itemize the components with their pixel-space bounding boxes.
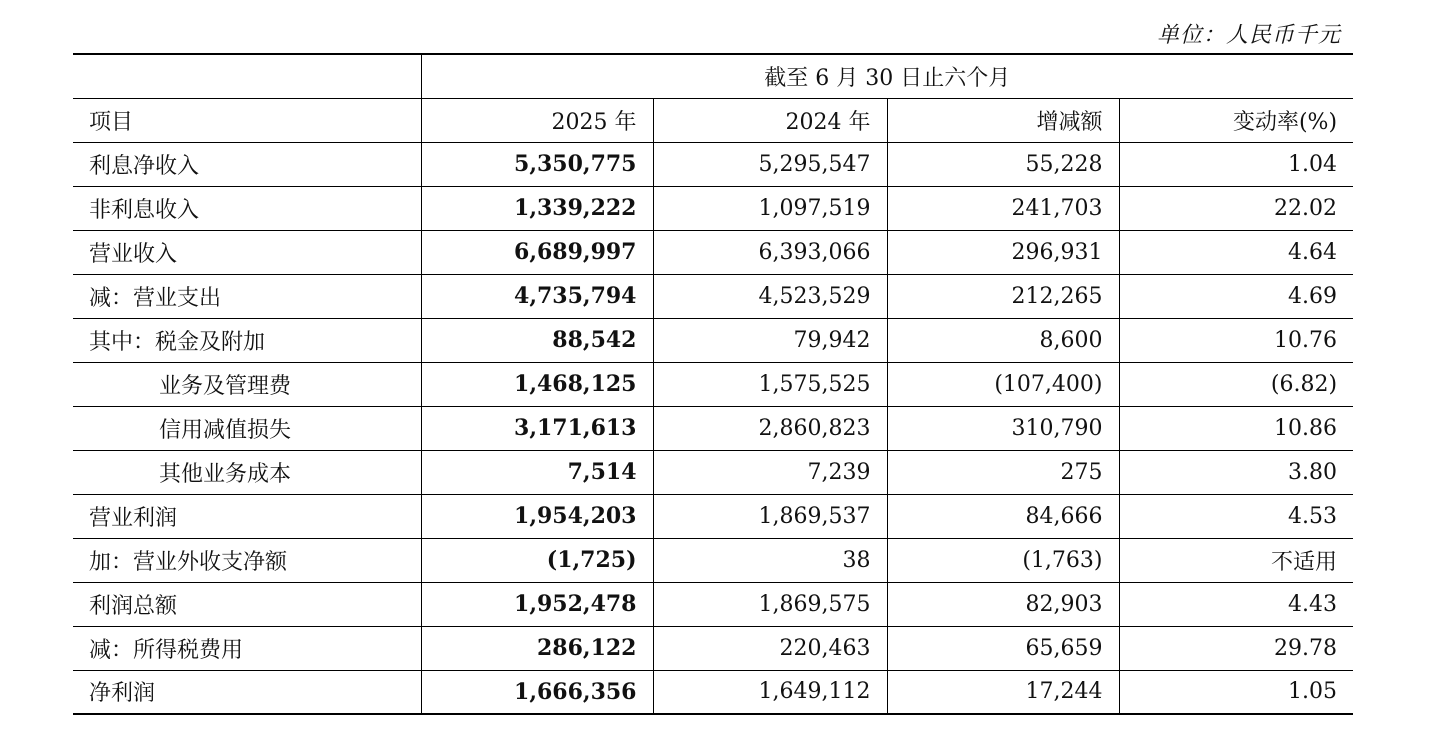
- value-2025: 1,666,356: [421, 670, 653, 714]
- value-2025: 88,542: [421, 318, 653, 362]
- table-row: [73, 142, 1353, 186]
- value-rate: 1.04: [1119, 142, 1353, 186]
- table-row: [73, 670, 1353, 714]
- value-2025: 7,514: [421, 450, 653, 494]
- col-header-2024: 2024 年: [653, 98, 887, 142]
- value-2024: 38: [653, 538, 887, 582]
- value-change: 241,703: [887, 186, 1119, 230]
- period-header-row: [73, 54, 1353, 98]
- table-row: [73, 274, 1353, 318]
- col-header-2025: 2025 年: [421, 98, 653, 142]
- row-label: 营业收入: [73, 230, 421, 274]
- table-row: [73, 406, 1353, 450]
- value-rate: 4.53: [1119, 494, 1353, 538]
- row-label: 减：所得税费用: [73, 626, 421, 670]
- value-2024: 79,942: [653, 318, 887, 362]
- value-rate: (6.82): [1119, 362, 1353, 406]
- value-2025: 286,122: [421, 626, 653, 670]
- value-rate: 22.02: [1119, 186, 1353, 230]
- table-row: [73, 318, 1353, 362]
- col-header-change: 增减额: [887, 98, 1119, 142]
- value-rate: 3.80: [1119, 450, 1353, 494]
- value-2025: 4,735,794: [421, 274, 653, 318]
- table-row: [73, 494, 1353, 538]
- value-2024: 6,393,066: [653, 230, 887, 274]
- value-2025: (1,725): [421, 538, 653, 582]
- value-change: 84,666: [887, 494, 1119, 538]
- table-row: [73, 230, 1353, 274]
- value-2025: 3,171,613: [421, 406, 653, 450]
- value-rate: 4.64: [1119, 230, 1353, 274]
- value-2025: 1,954,203: [421, 494, 653, 538]
- value-change: 82,903: [887, 582, 1119, 626]
- income-statement-table: [73, 53, 1353, 715]
- value-change: 310,790: [887, 406, 1119, 450]
- row-label: 非利息收入: [73, 186, 421, 230]
- period-header: 截至 6 月 30 日止六个月: [421, 54, 1353, 98]
- column-header-row: [73, 98, 1353, 142]
- value-2024: 7,239: [653, 450, 887, 494]
- row-label: 利息净收入: [73, 142, 421, 186]
- value-change: 212,265: [887, 274, 1119, 318]
- value-rate: 29.78: [1119, 626, 1353, 670]
- value-change: 17,244: [887, 670, 1119, 714]
- value-2024: 1,097,519: [653, 186, 887, 230]
- value-rate: 10.86: [1119, 406, 1353, 450]
- table-row: [73, 450, 1353, 494]
- value-2025: 1,468,125: [421, 362, 653, 406]
- value-2025: 1,339,222: [421, 186, 653, 230]
- value-rate: 不适用: [1119, 538, 1353, 582]
- value-change: 65,659: [887, 626, 1119, 670]
- value-2024: 1,649,112: [653, 670, 887, 714]
- value-2025: 5,350,775: [421, 142, 653, 186]
- value-2024: 4,523,529: [653, 274, 887, 318]
- col-header-rate: 变动率(%): [1119, 98, 1353, 142]
- value-2024: 1,575,525: [653, 362, 887, 406]
- value-rate: 10.76: [1119, 318, 1353, 362]
- value-2025: 6,689,997: [421, 230, 653, 274]
- value-change: 275: [887, 450, 1119, 494]
- row-label: 其他业务成本: [73, 450, 421, 494]
- row-label: 其中：税金及附加: [73, 318, 421, 362]
- value-rate: 4.43: [1119, 582, 1353, 626]
- value-2024: 1,869,575: [653, 582, 887, 626]
- row-label: 减：营业支出: [73, 274, 421, 318]
- row-label: 营业利润: [73, 494, 421, 538]
- value-change: (1,763): [887, 538, 1119, 582]
- table-row: [73, 362, 1353, 406]
- table-row: [73, 538, 1353, 582]
- value-2024: 2,860,823: [653, 406, 887, 450]
- blank-header-cell: [73, 54, 421, 98]
- value-change: 8,600: [887, 318, 1119, 362]
- col-header-item: 项目: [73, 98, 421, 142]
- value-change: 296,931: [887, 230, 1119, 274]
- row-label: 利润总额: [73, 582, 421, 626]
- table-row: [73, 582, 1353, 626]
- value-change: 55,228: [887, 142, 1119, 186]
- row-label: 业务及管理费: [73, 362, 421, 406]
- row-label: 信用减值损失: [73, 406, 421, 450]
- unit-note: 单位：人民币千元: [1156, 23, 1341, 48]
- value-2024: 1,869,537: [653, 494, 887, 538]
- table-row: [73, 186, 1353, 230]
- row-label: 净利润: [73, 670, 421, 714]
- value-rate: 1.05: [1119, 670, 1353, 714]
- value-rate: 4.69: [1119, 274, 1353, 318]
- value-2025: 1,952,478: [421, 582, 653, 626]
- value-2024: 5,295,547: [653, 142, 887, 186]
- row-label: 加：营业外收支净额: [73, 538, 421, 582]
- value-2024: 220,463: [653, 626, 887, 670]
- table-row: [73, 626, 1353, 670]
- value-change: (107,400): [887, 362, 1119, 406]
